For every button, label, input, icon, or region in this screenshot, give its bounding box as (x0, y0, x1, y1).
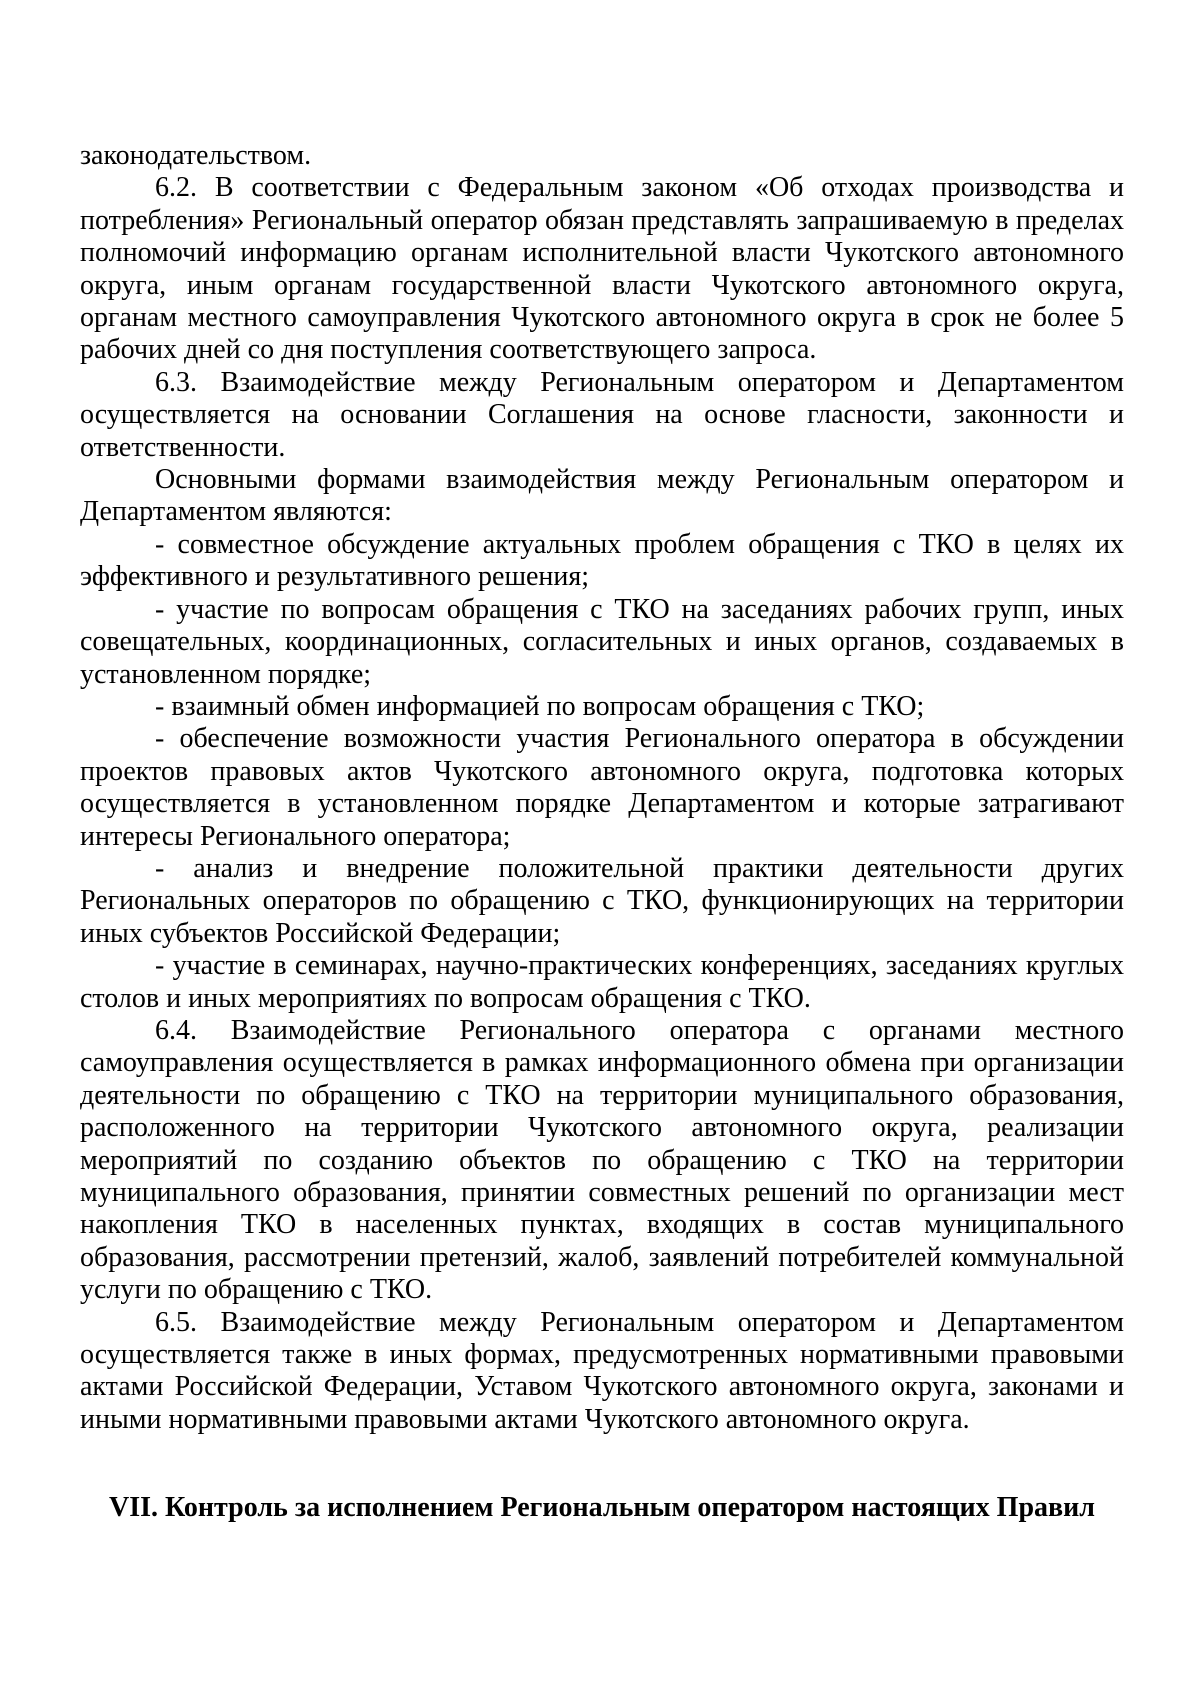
list-item-working-groups: - участие по вопросам обращения с ТКО на заседаниях рабочих групп, иных совещательных, координационных, согласительных и иных органов, создаваемых в установленном порядке; (80, 593, 1124, 690)
list-item-joint-discussion: - совместное обсуждение актуальных проблем обращения с ТКО в целях их эффективного и результативного решения; (80, 528, 1124, 593)
list-item-best-practice: - анализ и внедрение положительной практики деятельности других Региональных операторов по обращению с ТКО, функционирующих на территории иных субъектов Российской Федерации; (80, 852, 1124, 949)
paragraph-continuation: законодательством. (80, 140, 312, 171)
paragraph-6-2: 6.2. В соответствии с Федеральным законом «Об отходах производства и потребления» Региональный оператор обязан представлять запрашиваемую в пределах полномочий информацию органам исполнительной власти Чукотского автономного округа, иным органам государственной власти Чукотского автономного округа, органам местного самоуправления Чукотского автономного округа в срок не более 5 рабочих дней со дня поступления соответствующего запроса. (80, 172, 1124, 366)
paragraph-forms-intro: Основными формами взаимодействия между Региональным оператором и Департаментом являются: (80, 464, 1124, 528)
paragraph-6-5: 6.5. Взаимодействие между Региональным оператором и Департаментом осуществляется также в иных формах, предусмотренных нормативными правовыми актами Российской Федерации, Уставом Чукотского автономного округа, законами и иными нормативными правовыми актами Чукотского автономного округа. (80, 1306, 1124, 1435)
list-item-seminars: - участие в семинарах, научно-практических конференциях, заседаниях круглых столов и иных мероприятиях по вопросам обращения с ТКО. (80, 950, 1124, 1014)
document-body (80, 140, 1124, 1436)
list-item-information-exchange: - взаимный обмен информацией по вопросам обращения с ТКО; (155, 690, 925, 722)
paragraph-6-4: 6.4. Взаимодействие Регионального оператора с органами местного самоуправления осуществляется в рамках информационного обмена при организации деятельности по обращению с ТКО на территории муниципального образования, расположенного на территории Чукотского автономного округа, реализации мероприятий по созданию объектов по обращению с ТКО на территории муниципального образования, принятии совместных решений по организации мест накопления ТКО в населенных пунктах, входящих в состав муниципального образования, рассмотрении претензий, жалоб, заявлений потребителей коммунальной услуги по обращению с ТКО. (80, 1014, 1124, 1306)
paragraph-6-3: 6.3. Взаимодействие между Региональным оператором и Департаментом осуществляется на основании Соглашения на основе гласности, законности и ответственности. (80, 366, 1124, 463)
list-item-draft-acts: - обеспечение возможности участия Регионального оператора в обсуждении проектов правовых актов Чукотского автономного округа, подготовка которых осуществляется в установленном порядке Департаментом и которые затрагивают интересы Регионального оператора; (80, 723, 1124, 852)
section-heading: VII. Контроль за исполнением Региональным оператором настоящих Правил (108, 1492, 1095, 1523)
